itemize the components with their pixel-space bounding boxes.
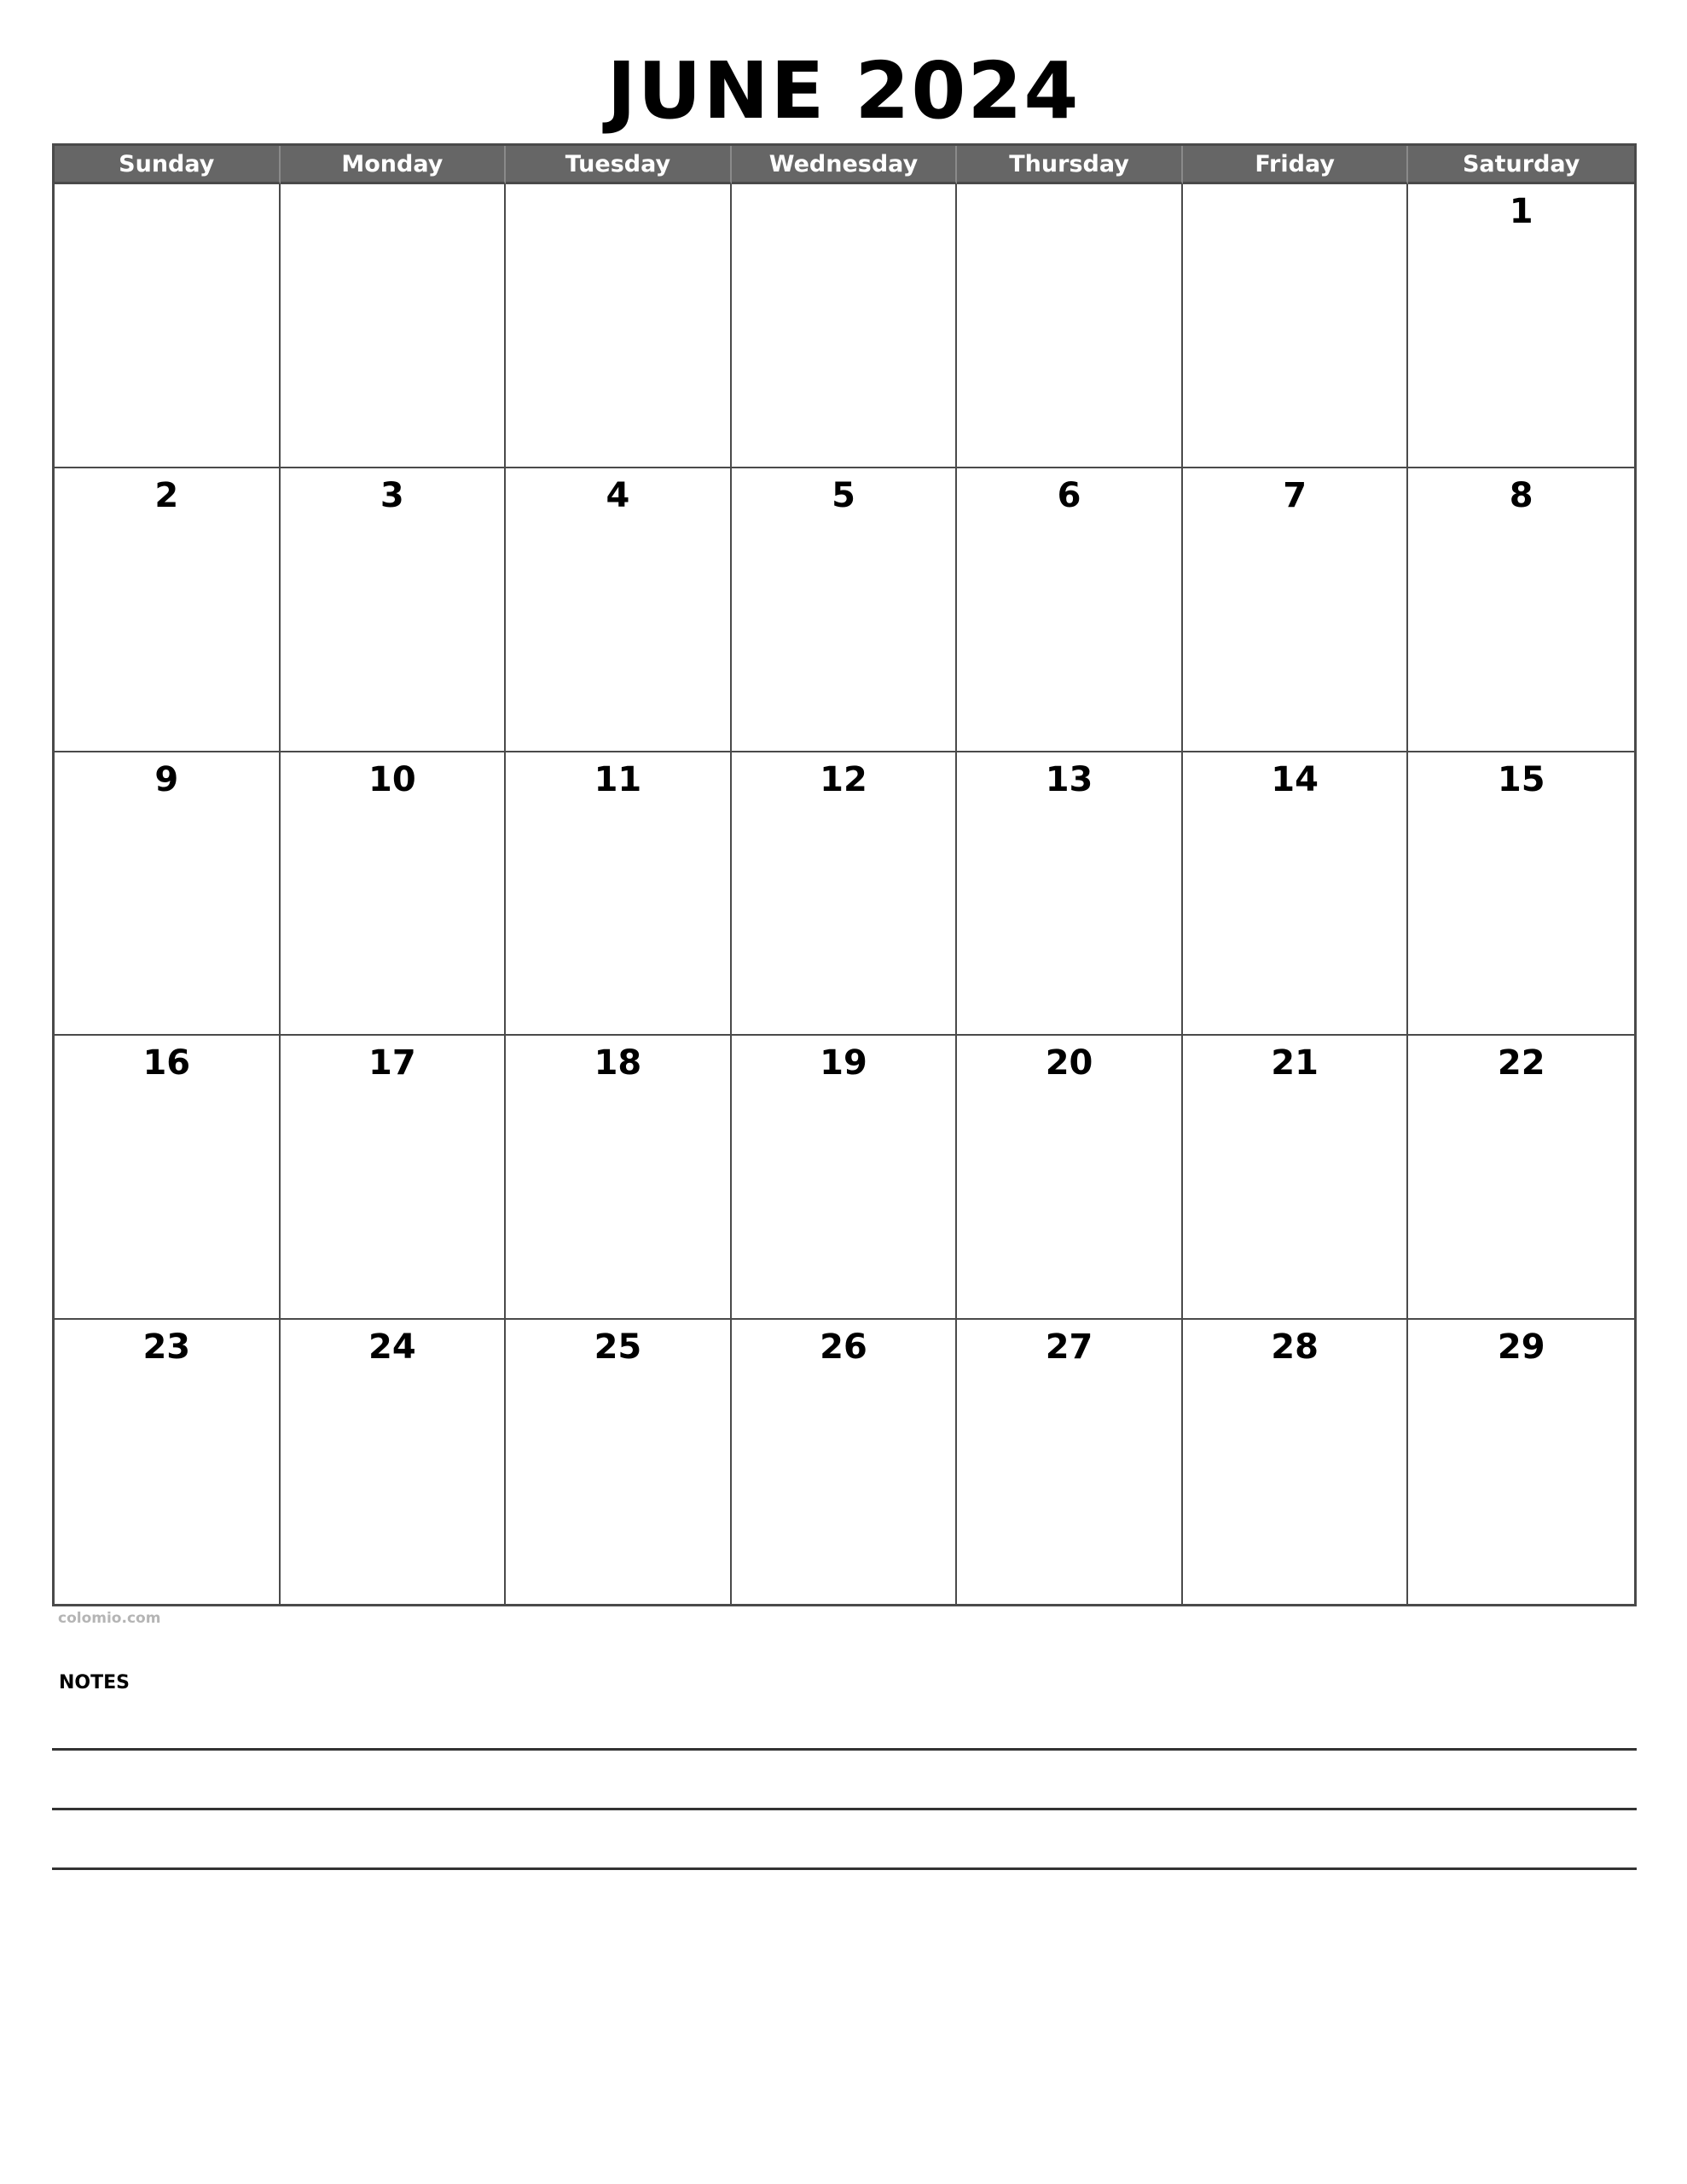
day-cell: 21 [1183,1036,1409,1320]
day-cell: 28 [1183,1320,1409,1604]
day-cell [281,184,507,468]
day-cell: 20 [957,1036,1183,1320]
day-cell: 16 [55,1036,281,1320]
day-cell: 10 [281,752,507,1037]
day-cell: 25 [506,1320,732,1604]
day-cell: 1 [1408,184,1634,468]
day-cell: 6 [957,468,1183,752]
day-cell: 14 [1183,752,1409,1037]
day-cell: 2 [55,468,281,752]
day-cell: 22 [1408,1036,1634,1320]
day-cell: 8 [1408,468,1634,752]
day-cell: 23 [55,1320,281,1604]
day-cell: 4 [506,468,732,752]
note-line [52,1867,1637,1870]
day-cell: 24 [281,1320,507,1604]
weekday-header-sunday: Sunday [55,146,281,184]
day-cell: 5 [732,468,958,752]
day-cell: 11 [506,752,732,1037]
day-cell [1183,184,1409,468]
weekday-header-thursday: Thursday [957,146,1183,184]
weekday-header-wednesday: Wednesday [732,146,958,184]
notes-heading: NOTES [59,1672,130,1693]
day-cell: 12 [732,752,958,1037]
weekday-header-monday: Monday [281,146,507,184]
day-cell [732,184,958,468]
calendar-title: JUNE 2024 [606,45,1081,136]
day-cell: 26 [732,1320,958,1604]
day-cell: 18 [506,1036,732,1320]
day-cell: 3 [281,468,507,752]
day-cell: 13 [957,752,1183,1037]
weekday-header-saturday: Saturday [1408,146,1634,184]
day-cell: 27 [957,1320,1183,1604]
day-cell: 15 [1408,752,1634,1037]
day-cell: 7 [1183,468,1409,752]
day-cell: 29 [1497,1327,1545,1368]
day-cell [957,184,1183,468]
watermark: colomio.com [58,1610,161,1627]
day-cell: 9 [55,752,281,1037]
weekday-header-tuesday: Tuesday [506,146,732,184]
day-cell: 19 [732,1036,958,1320]
note-line [52,1748,1637,1751]
day-cell [506,184,732,468]
calendar-grid [52,143,1637,1606]
note-line [52,1808,1637,1810]
day-cell: 17 [281,1036,507,1320]
day-cell [55,184,281,468]
weekday-header-friday: Friday [1183,146,1409,184]
